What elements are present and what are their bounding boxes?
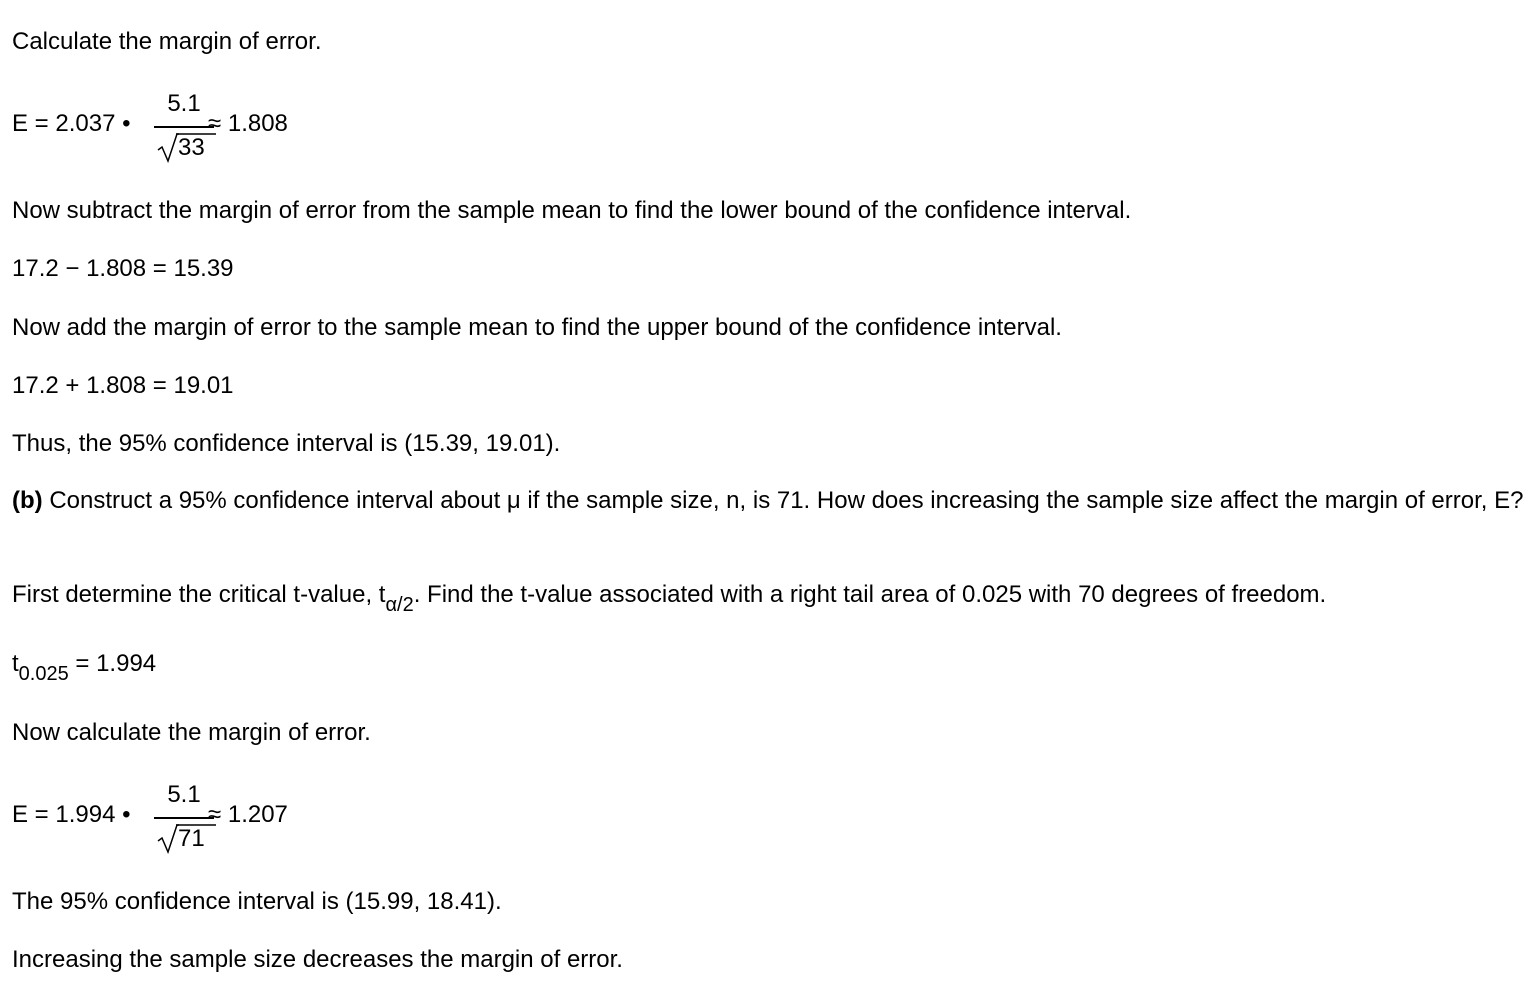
fraction-numerator: 5.1 [167, 90, 201, 117]
part-b-text: Construct a 95% confidence interval about μ if the sample size, n, is 71. How does increasing the sample size affect the margin of error, E? [42, 487, 1524, 514]
lower-bound-calc: 17.2 − 1.808 = 15.39 [12, 255, 234, 282]
t-value-subscript: α/2 [385, 594, 414, 616]
calc-margin-text-b: Now calculate the margin of error. [12, 719, 371, 746]
margin-equation-1 [12, 90, 412, 174]
t-symbol: t [12, 650, 19, 677]
part-b-question [12, 483, 1527, 518]
t-subscript: 0.025 [18, 663, 69, 685]
equation-lhs: E = 1.994 • [12, 801, 131, 828]
upper-bound-calc: 17.2 + 1.808 = 19.01 [12, 372, 234, 399]
fraction-denominator [154, 127, 214, 167]
equation-result: ≈ 1.808 [208, 110, 288, 137]
radicand: 71 [178, 825, 205, 852]
calc-margin-text: Calculate the margin of error. [12, 28, 322, 55]
upper-bound-text: Now add the margin of error to the sample mean to find the upper bound of the confidence interval. [12, 314, 1062, 341]
fraction-numerator: 5.1 [167, 781, 201, 808]
part-b-label: (b) [12, 487, 43, 514]
t-value-result [12, 649, 157, 685]
equation-result: ≈ 1.207 [208, 801, 288, 828]
fraction-denominator [154, 818, 214, 858]
t-value-instructions [12, 580, 1327, 616]
equation-lhs: E = 2.037 • [12, 110, 131, 137]
ci-result-b: The 95% confidence interval is (15.99, 18.41). [12, 888, 502, 915]
margin-equation-2 [12, 781, 412, 865]
t-value-text-pre: First determine the critical t-value, t [12, 581, 386, 608]
ci-result-a: Thus, the 95% confidence interval is (15.39, 19.01). [12, 430, 561, 457]
sqrt-icon [157, 824, 179, 854]
t-value-text-post: . Find the t-value associated with a right tail area of 0.025 with 70 degrees of freedom. [413, 581, 1327, 608]
sqrt-icon [157, 133, 179, 163]
radicand: 33 [178, 134, 205, 161]
lower-bound-text: Now subtract the margin of error from the sample mean to find the lower bound of the confidence interval. [12, 197, 1132, 224]
conclusion-text: Increasing the sample size decreases the margin of error. [12, 946, 623, 973]
t-value: = 1.994 [68, 650, 157, 677]
